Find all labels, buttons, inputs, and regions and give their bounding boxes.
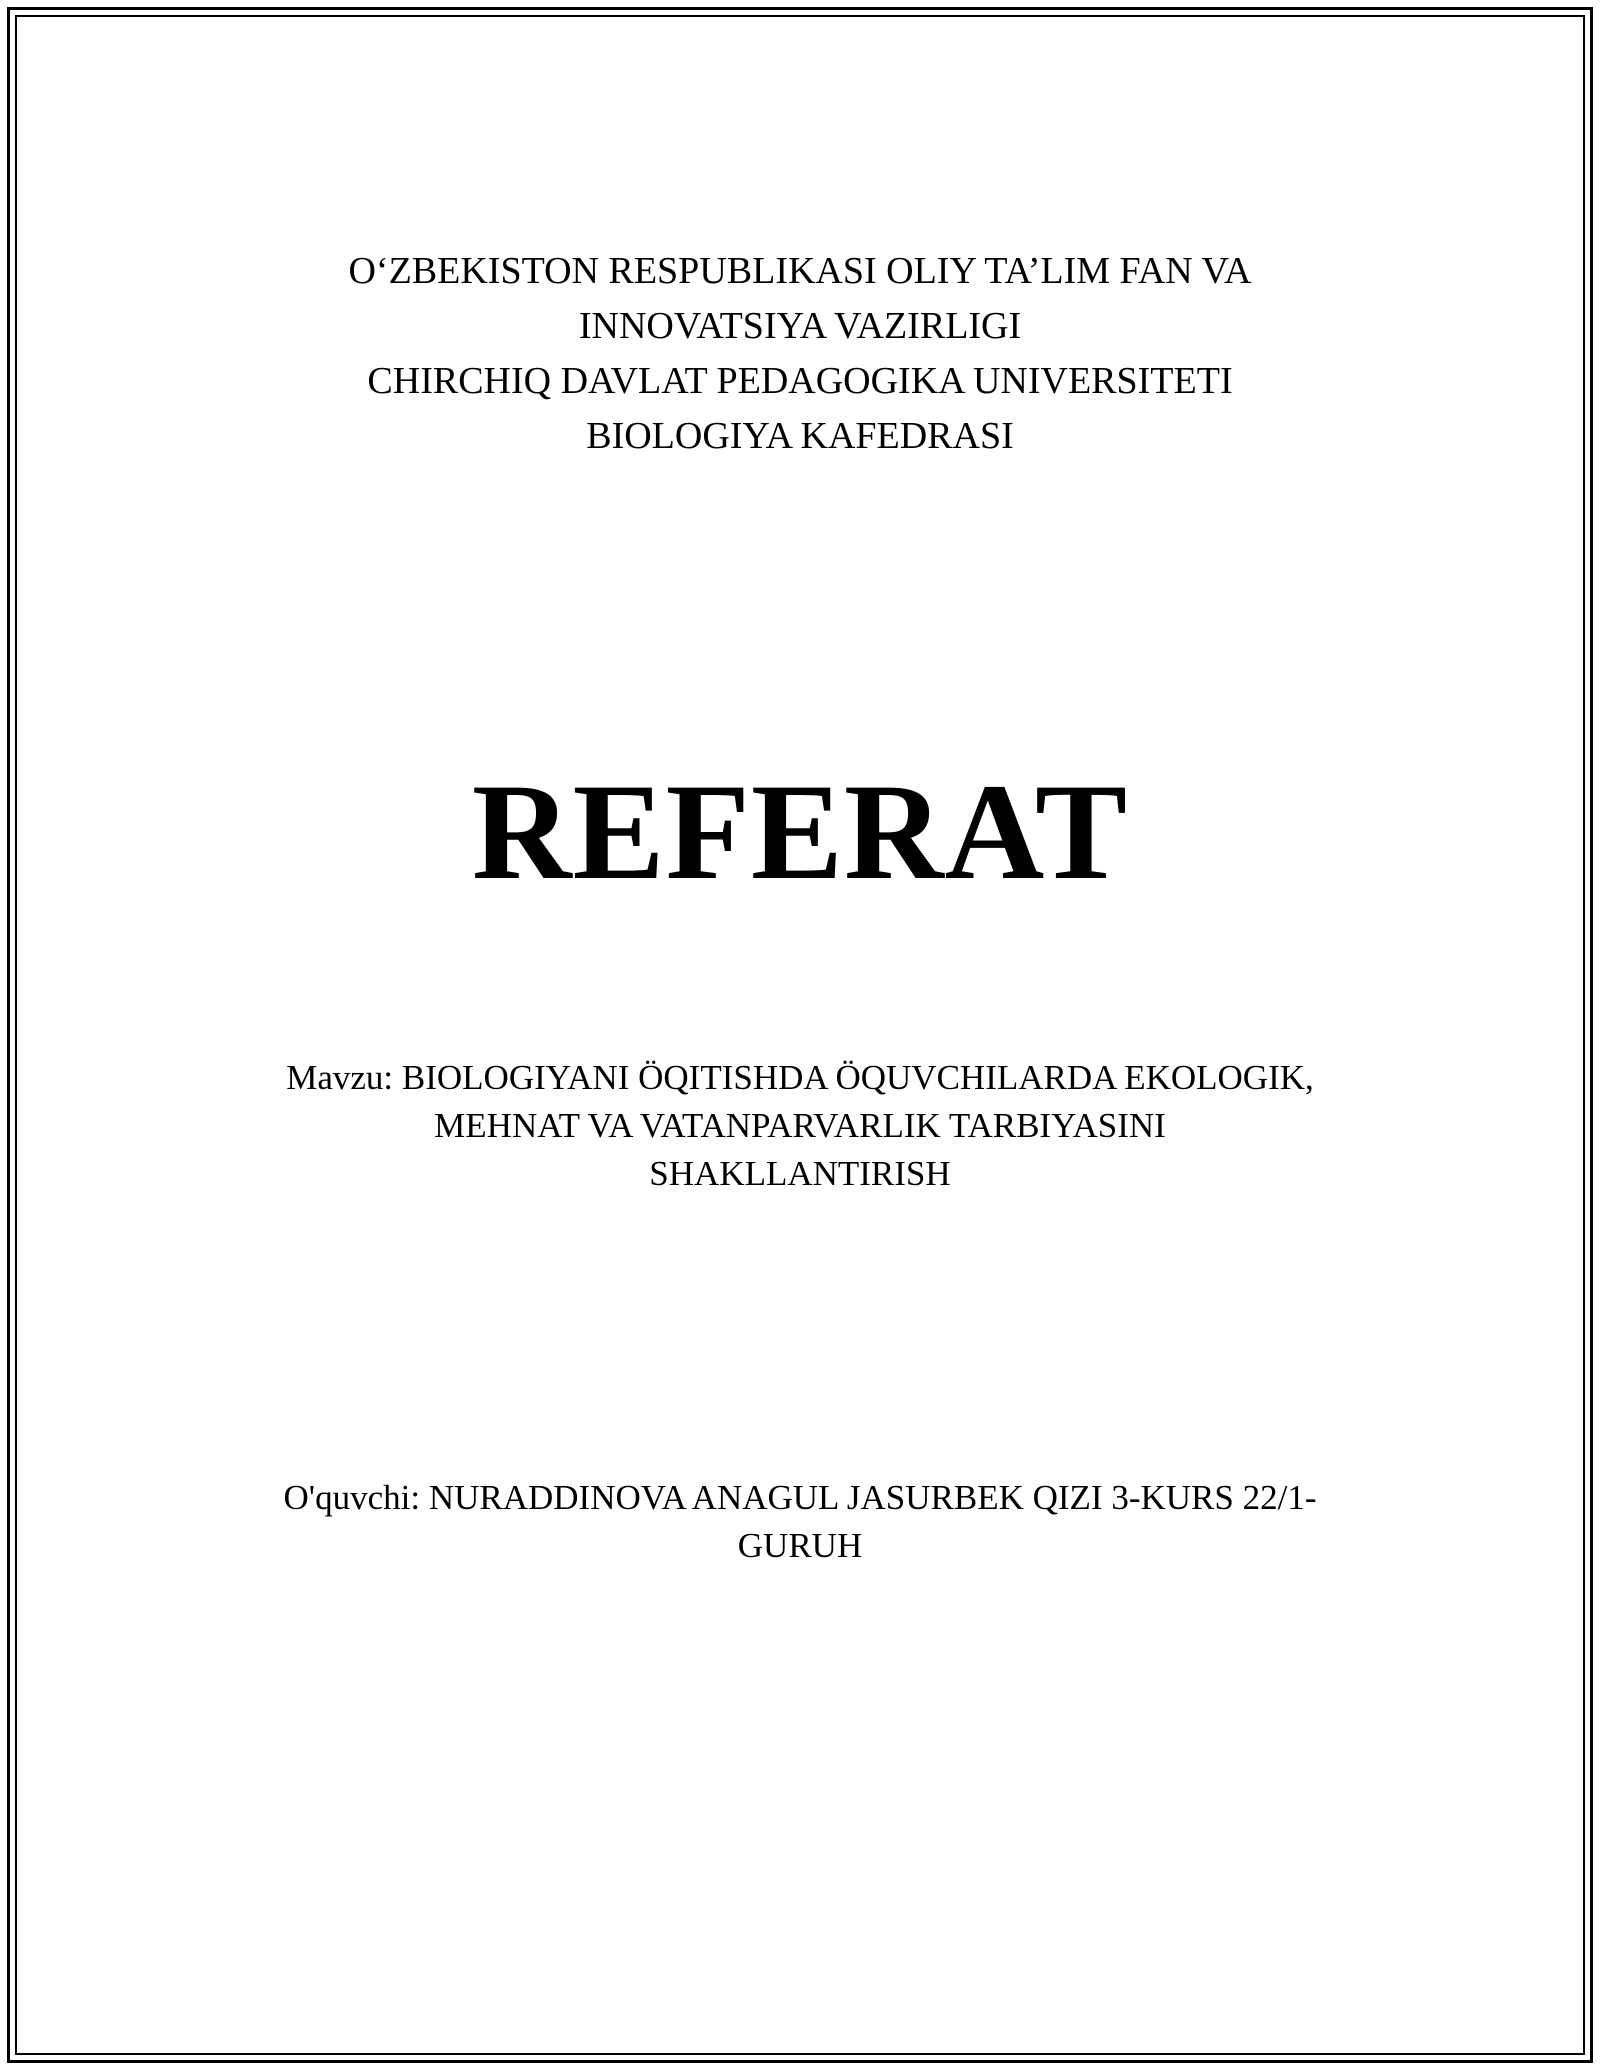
institution-header: [0, 244, 1600, 464]
header-line-ministry-1: O‘ZBEKISTON RESPUBLIKASI OLIY TA’LIM FAN VA: [348, 250, 1252, 292]
topic-block: [0, 1054, 1600, 1198]
topic-line-1: Mavzu: BIOLOGIYANI ÖQITISHDA ÖQUVCHILARDA EKOLOGIK,: [286, 1058, 1314, 1097]
document-title: REFERAT: [471, 755, 1129, 908]
header-line-ministry-2: INNOVATSIYA VAZIRLIGI: [578, 305, 1022, 347]
topic-line-2: MEHNAT VA VATANPARVARLIK TARBIYASINI: [434, 1106, 1166, 1145]
header-line-university: CHIRCHIQ DAVLAT PEDAGOGIKA UNIVERSITETI: [367, 360, 1233, 402]
topic-line-3: SHAKLLANTIRISH: [649, 1154, 951, 1193]
student-line-1: O'quvchi: NURADDINOVA ANAGUL JASURBEK QIZI 3-KURS 22/1-: [283, 1478, 1317, 1517]
student-block: [0, 1474, 1600, 1570]
student-line-2: GURUH: [737, 1526, 863, 1565]
header-line-department: BIOLOGIYA KAFEDRASI: [586, 415, 1014, 457]
